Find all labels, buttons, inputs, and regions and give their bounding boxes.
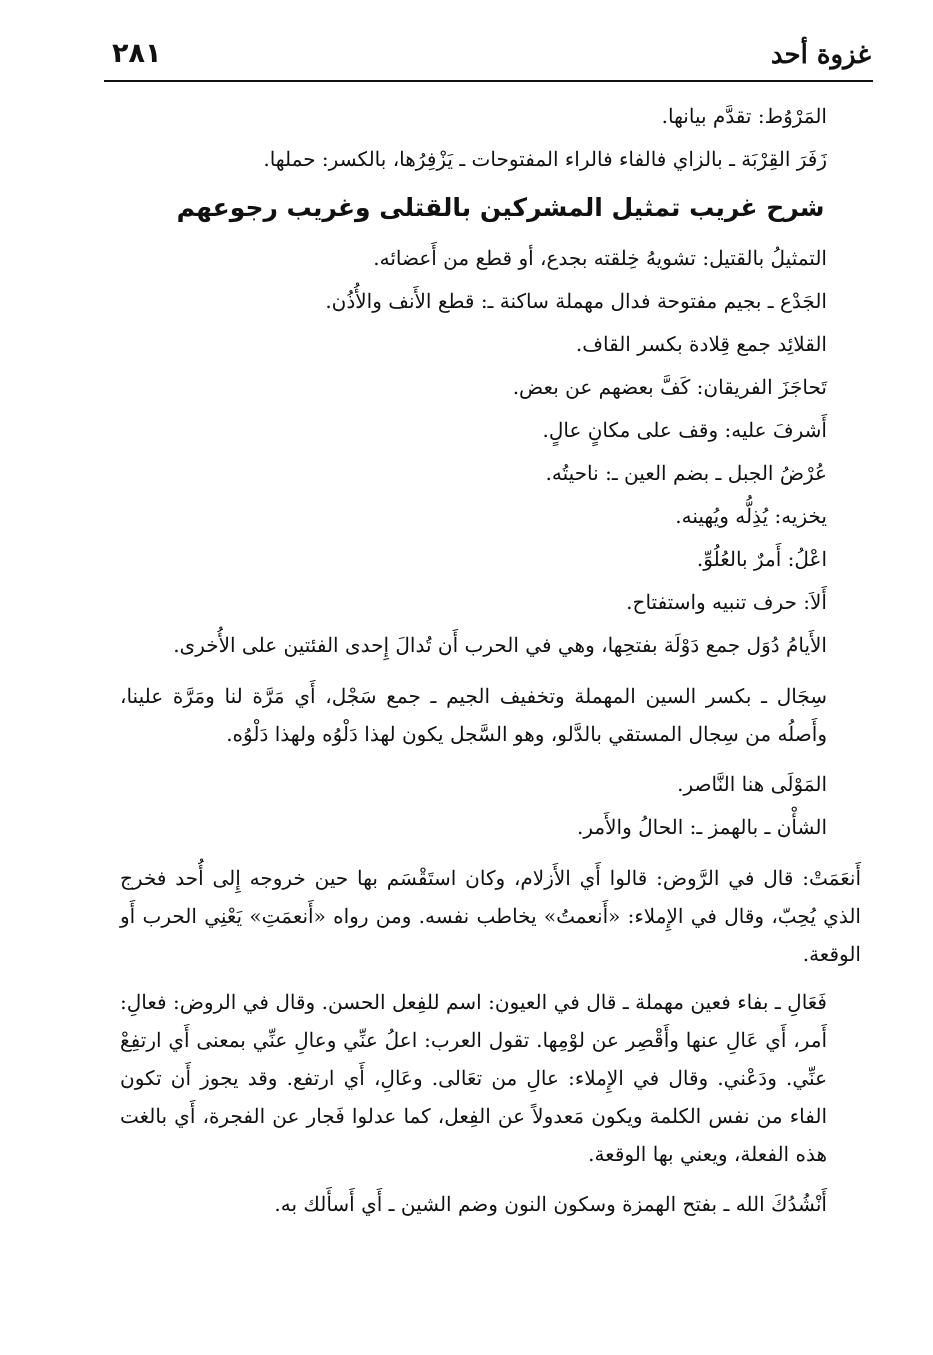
glossary-entry: التمثيلُ بالقتيل: تشويهُ خِلقته بجدع، أو قطع من أَعضائه. xyxy=(373,246,827,270)
glossary-entry: اعْلُ: أَمرٌ بالعُلُوِّ. xyxy=(696,547,827,571)
glossary-entry: الأَيامُ دُوَل جمع دَوْلَة بفتحِها، وهي في الحرب أَن تُدالَ إِحدى الفئتين على الأُخرى. xyxy=(173,633,827,657)
glossary-entry: القلائِد جمع قِلادة بكسر القاف. xyxy=(575,332,827,356)
section-heading: شرح غريب تمثيل المشركين بالقتلى وغريب رجوعهم xyxy=(176,193,825,222)
glossary-paragraph-anamt: أَنعَمَتْ: قال في الرَّوض: قالوا أَي الأَزلام، وكان استَقْسَم بها حين خروجه إِلى أُحد فخرج الذي يُحِبّ، وقال في الإِملاء: «أَنعمتُ» يخاطب نفسه. ومن رواه «أَنعمَتِ» يَعْنِي الحرب أَو الوقعة. xyxy=(120,866,861,966)
glossary-entry: المَوْلَى هنا النَّاصر. xyxy=(677,772,827,796)
glossary-entry: الجَدْع ـ بجيم مفتوحة فدال مهملة ساكنة ـ: قطع الأَنف والأُذُن. xyxy=(325,289,827,313)
glossary-entry: يخزيه: يُذِلُّه ويُهينه. xyxy=(675,504,827,528)
glossary-paragraph-faal: فَعَالِ ـ بفاء فعين مهملة ـ قال في العيون: اسم للفِعل الحسن. وقال في الروض: فعالِ: أَمر، أَي عَالِ عنها وأَقْصِر عن لوْمِها. تقول العرب: اعلُ عنِّي وعالِ عنِّي بمعنى أَي ارتفِعْ عنِّي. ودَعْني. وقال في الإِملاء: عالِ من تعَالى. وعَالِ، أَي ارتفع. وقد يجوز أَن تكون الفاء من نفس الكلمة ويكون مَعدولاً عن الفِعل، كما عدلوا فَجار عن الفجرة، أَي بالغت هذه الفعلة، ويعني بها الوقعة. xyxy=(120,990,827,1166)
glossary-entry: زَفَرَ القِرْبَة ـ بالزاي فالفاء فالراء المفتوحات ـ يَزْفِرُها، بالكسر: حملها. xyxy=(263,147,827,171)
glossary-entry: الشأْن ـ بالهمز ـ: الحالُ والأَمر. xyxy=(577,815,827,839)
page-header xyxy=(104,30,873,82)
page-number: ٢٨١ xyxy=(112,38,162,69)
glossary-entry: أَلاَ: حرف تنبيه واستفتاح. xyxy=(626,590,827,614)
glossary-entry: تَحاجَزَ الفريقان: كَفَّ بعضهم عن بعض. xyxy=(512,375,827,399)
glossary-entry: أَنْشُدُكَ الله ـ بفتح الهمزة وسكون النون وضم الشين ـ أَي أَسأَلك به. xyxy=(274,1192,827,1216)
glossary-paragraph-sijal: سِجَال ـ بكسر السين المهملة وتخفيف الجيم ـ جمع سَجْل، أَي مَرَّة لنا ومَرَّة علينا، وأَصلُه من سِجال المستقي بالدَّلو، وهو السَّجل يكون لهذا دَلْوُه ولهذا دَلْوُه. xyxy=(120,684,827,746)
glossary-entry: أَشرفَ عليه: وقف على مكانٍ عالٍ. xyxy=(542,418,827,442)
glossary-entry: المَرْوُط: تقدَّم بيانها. xyxy=(661,104,827,128)
running-title: غزوة أحد xyxy=(770,40,871,70)
glossary-entry: عُرْضُ الجبل ـ بضم العين ـ: ناحيتُه. xyxy=(545,461,827,485)
page-body xyxy=(120,95,861,1226)
